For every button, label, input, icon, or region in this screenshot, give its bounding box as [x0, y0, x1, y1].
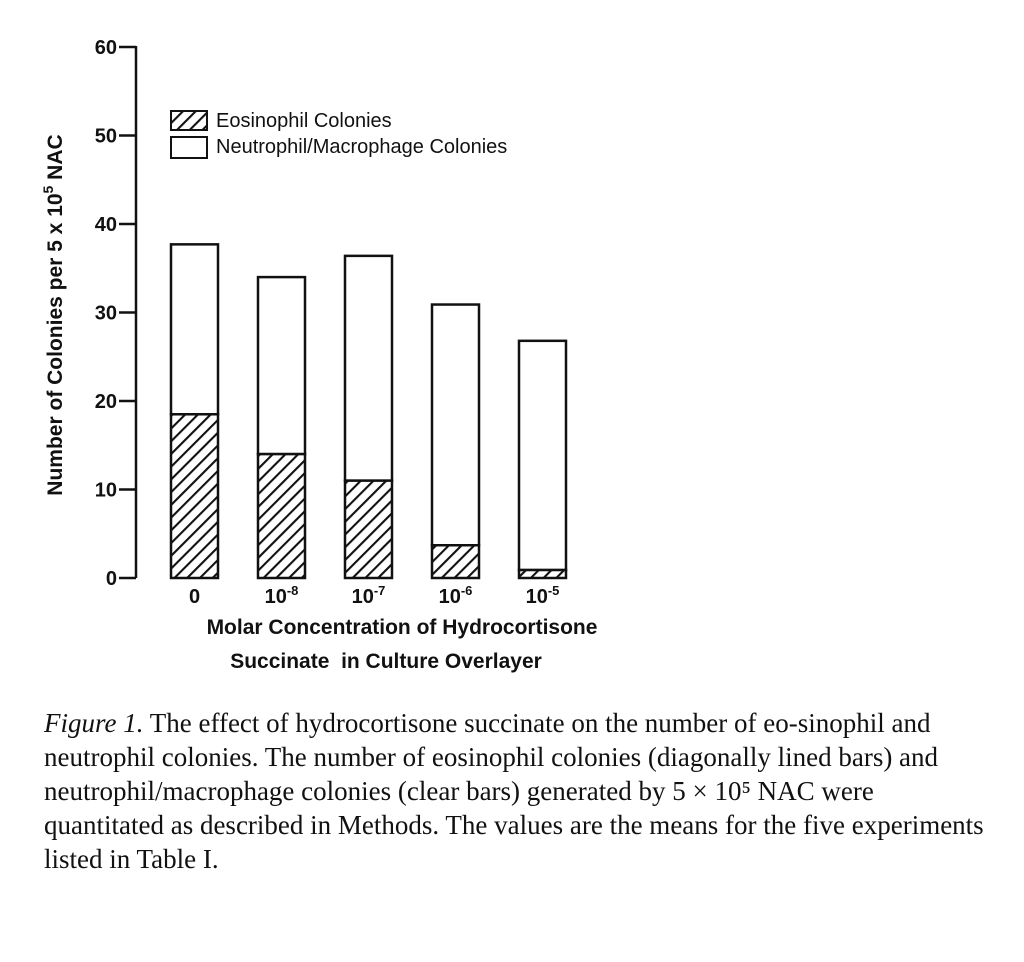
x-tick-label: $10^{-8}$: [264, 583, 299, 608]
y-axis-label: Number of Colonies per 5 x $10^5$ NAC: [40, 134, 67, 496]
bar-neutrophil: [345, 256, 392, 481]
figure-caption: [44, 706, 994, 876]
legend-label-neutrophil: Neutrophil/Macrophage Colonies: [216, 136, 508, 158]
caption-label: Figure 1.: [44, 708, 144, 738]
x-tick-label: 0: [188, 586, 201, 608]
bar-neutrophil: [171, 244, 218, 414]
y-axis-ticks: [95, 37, 136, 590]
x-tick-label: $10^{-7}$: [351, 583, 386, 608]
y-tick-label: 30: [94, 302, 117, 325]
y-tick-label: 50: [94, 125, 117, 148]
legend-swatch-neutrophil: [171, 137, 207, 158]
y-tick-label: 10: [94, 479, 117, 502]
legend: [171, 110, 507, 158]
x-axis-label-line-1: Molar Concentration of Hydrocortisone: [206, 616, 598, 639]
bar-eosinophil: [519, 570, 566, 578]
y-tick-label: 20: [94, 391, 117, 413]
bar-eosinophil: [258, 454, 305, 578]
bar-eosinophil: [171, 414, 218, 578]
bars: [171, 244, 566, 578]
bar-neutrophil: [519, 341, 566, 570]
legend-label-eosinophil: Eosinophil Colonies: [216, 110, 392, 132]
x-axis-label-line-2: Succinate in Culture Overlayer: [230, 650, 542, 673]
x-axis-ticks: [189, 583, 559, 608]
bar-eosinophil: [432, 545, 479, 578]
bar-neutrophil: [258, 277, 305, 454]
y-tick-label: 40: [94, 214, 117, 236]
x-tick-label: $10^{-5}$: [525, 583, 560, 608]
bar-eosinophil: [345, 481, 392, 578]
x-tick-label: $10^{-6}$: [438, 583, 473, 608]
y-tick-label: 60: [94, 37, 117, 59]
y-tick-label: 0: [105, 568, 117, 590]
legend-swatch-eosinophil: [171, 111, 207, 130]
bar-neutrophil: [432, 305, 479, 546]
caption-text: The effect of hydrocortisone succinate on the number of eo-sinophil and neutrophil colonies. The number of eosinophil colonies (diagonally lined bars) and neutrophil/macrophage colonies (clear bars) generated by 5 × 10⁵ NAC were quantitated as described in Methods. The values are the means for the five experiments listed in Table I.: [44, 708, 984, 874]
